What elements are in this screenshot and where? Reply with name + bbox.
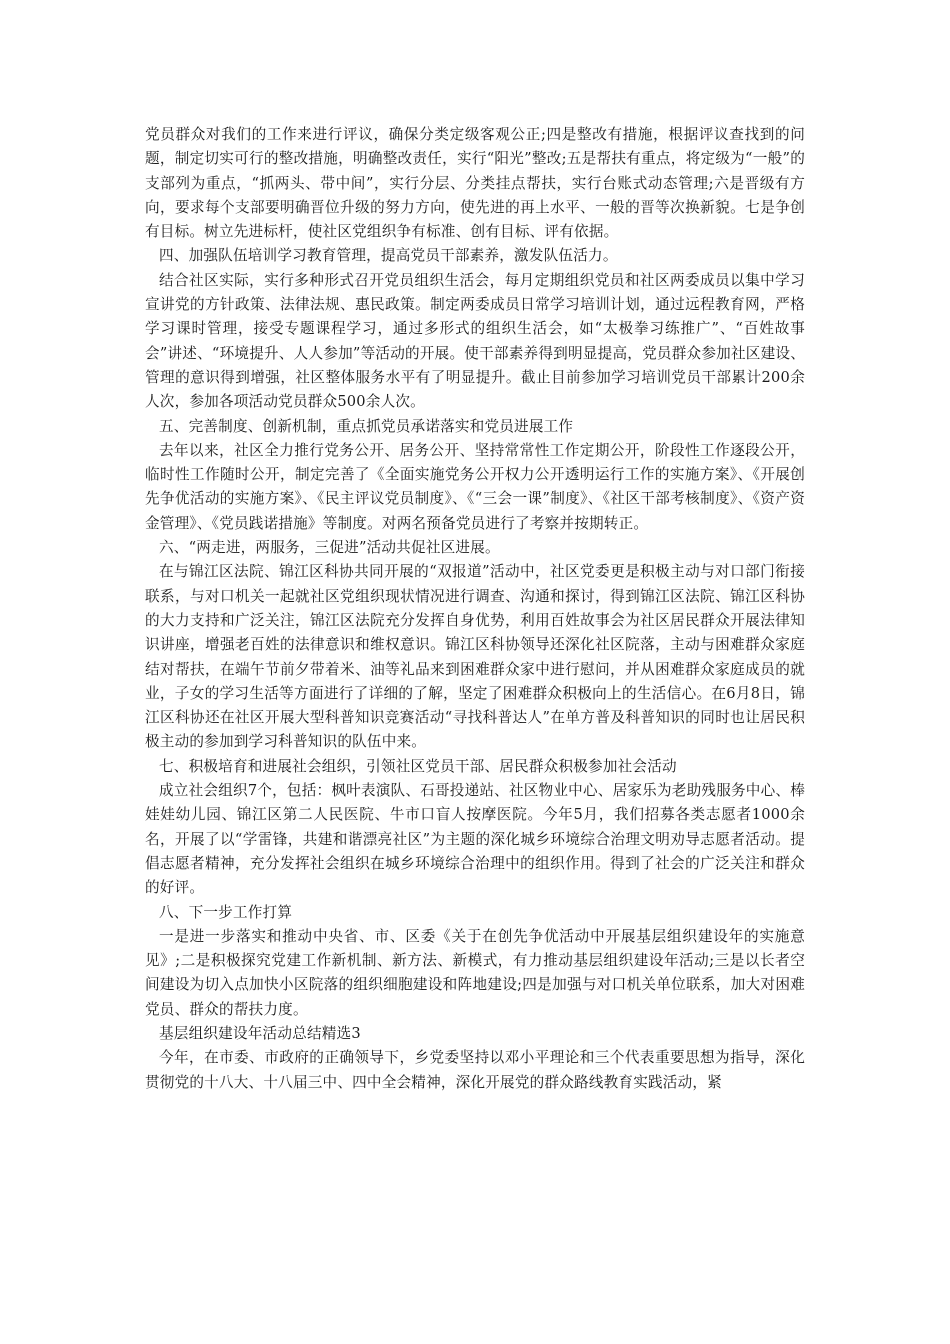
paragraph-article-3-intro: 今年，在市委、市政府的正确领导下，乡党委坚持以邓小平理论和三个代表重要思想为指导，深化贯彻党的十八大、十八届三中、四中全会精神，深化开展党的群众路线教育实践活动，紧 [145, 1049, 805, 1091]
paragraph-social-organizations: 成立社会组织7个，包括：枫叶表演队、石哥投递站、社区物业中心、居家乐为老助残服务中心、棒娃娃幼儿园、锦江区第二人民医院、牛市口盲人按摩医院。今年5月，我们招募各类志愿者1000余名，开展了以“学雷锋，共建和谐漂亮社区”为主题的深化城乡环境综合治理文明劝导志愿者活动。提倡志愿者精神，充分发挥社会组织在城乡环境综合治理中的组织作用。得到了社会的广泛关注和群众的好评。 [145, 782, 805, 897]
paragraph-training: 结合社区实际，实行多种形式召开党员组织生活会，每月定期组织党员和社区两委成员以集中学习宣讲党的方针政策、法律法规、惠民政策。制定两委成员日常学习培训计划，通过远程教育网，严格学习课时管理，接受专题课程学习，通过多形式的组织生活会，如“太极拳习练推广”、“百姓故事会”讲述、“环境提升、人人参加”等活动的开展。使干部素养得到明显提高，党员群众参加社区建设、管理的意识得到增强，社区整体服务水平有了明显提升。截止目前参加学习培训党员干部累计200余人次，参加各项活动党员群众500余人次。 [145, 271, 805, 411]
paragraph-evaluation-continued: 党员群众对我们的工作来进行评议，确保分类定级客观公正;四是整改有措施，根据评议查找到的问题，制定切实可行的整改措施，明确整改责任，实行“阳光”整改;五是帮扶有重点，将定级为“一般”的支部列为重点，“抓两头、带中间”，实行分层、分类挂点帮扶，实行台账式动态管理;六是晋级有方向，要求每个支部要明确晋位升级的努力方向，使先进的再上水平、一般的晋等次换新貌。七是争创有目标。树立先进标杆，使社区党组织争有标准、创有目标、评有依据。 [145, 126, 805, 241]
article-title-3: 基层组织建设年活动总结精选3 [159, 1024, 361, 1042]
section-heading-5: 五、完善制度、创新机制，重点抓党员承诺落实和党员进展工作 [159, 417, 574, 435]
paragraph-next-steps: 一是进一步落实和推动中央省、市、区委《关于在创先争优活动中开展基层组织建设年的实施意见》;二是积极探究党建工作新机制、新方法、新模式，有力推动基层组织建设年活动;三是以长者空间建设为切入点加快小区院落的组织细胞建设和阵地建设;四是加强与对口机关单位联系，加大对困难党员、群众的帮扶力度。 [145, 927, 805, 1018]
document-body [145, 123, 805, 1095]
section-heading-4: 四、加强队伍培训学习教育管理，提高党员干部素养，激发队伍活力。 [159, 247, 618, 265]
paragraph-system: 去年以来，社区全力推行党务公开、居务公开、坚持常常性工作定期公开，阶段性工作逐段公开，临时性工作随时公开，制定完善了《全面实施党务公开权力公开透明运行工作的实施方案》、《开展创先争优活动的实施方案》、《民主评议党员制度》、《“三会一课”制度》、《社区干部考核制度》、《资产资金管理》、《党员践诺措施》等制度。对两名预备党员进行了考察并按期转正。 [145, 441, 805, 532]
section-heading-7: 七、积极培育和进展社会组织，引领社区党员干部、居民群众积极参加社会活动 [159, 757, 677, 775]
section-heading-8: 八、下一步工作打算 [159, 903, 293, 921]
section-heading-6: 六、“两走进，两服务，三促进”活动共促社区进展。 [159, 539, 500, 557]
paragraph-cooperation: 在与锦江区法院、锦江区科协共同开展的“双报道”活动中，社区党委更是积极主动与对口部门衔接联系，与对口机关一起就社区党组织现状情况进行调查、沟通和探讨，得到锦江区法院、锦江区科协的大力支持和广泛关注，锦江区法院充分发挥自身优势，利用百姓故事会为社区居民群众开展法律知识讲座，增强老百姓的法律意识和维权意识。锦江区科协领导还深化社区院落，主动与困难群众家庭结对帮扶，在端午节前夕带着米、油等礼品来到困难群众家中进行慰问，并从困难群众家庭成员的就业，子女的学习生活等方面进行了详细的了解，坚定了困难群众积极向上的生活信心。在6月8日，锦江区科协还在社区开展大型科普知识竞赛活动“寻找科普达人”在单方普及科普知识的同时也让居民积极主动的参加到学习科普知识的队伍中来。 [145, 563, 805, 751]
